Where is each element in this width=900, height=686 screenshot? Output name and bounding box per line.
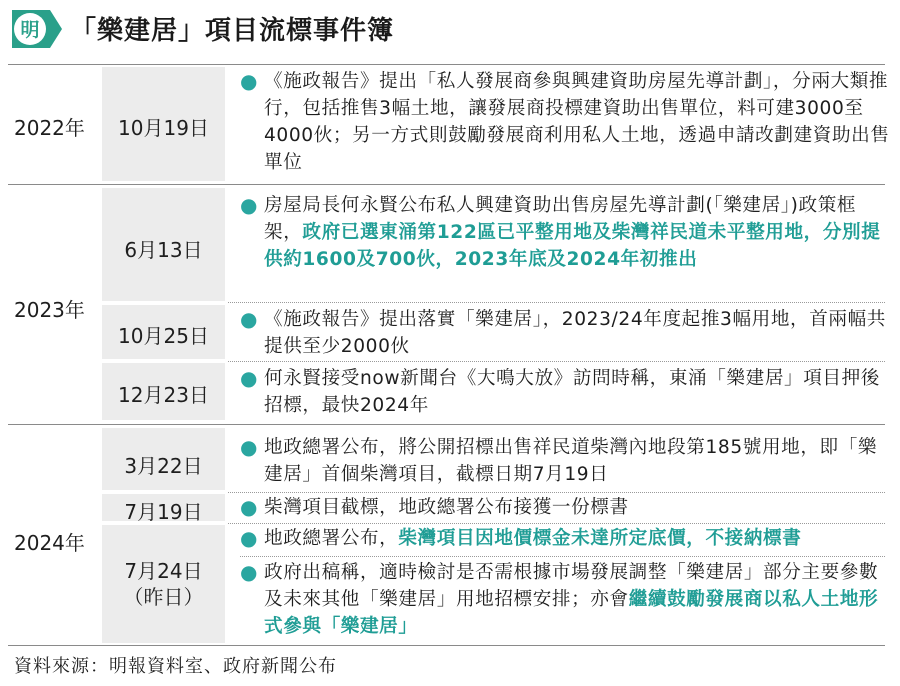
ming-pao-logo [6, 6, 64, 56]
event-text-part: 政府出稿稱，適時檢討是否需根據市場發展調整「樂建居」部分主要參數及未來其他「樂建居」用地招標安排；亦會 [264, 562, 879, 610]
table-bottom-rule [8, 645, 885, 646]
header [0, 0, 900, 64]
event-item [240, 494, 890, 521]
year-label-2024: 2024年 [14, 531, 85, 555]
event-item [240, 559, 890, 640]
event-item [240, 192, 890, 273]
event-text [264, 494, 890, 521]
date-label: 10月19日 [118, 116, 209, 140]
event-text [264, 559, 890, 640]
event-item [240, 434, 890, 488]
logo-char: 明 [20, 19, 40, 41]
year-label-2022: 2022年 [14, 116, 85, 140]
event-item [240, 525, 890, 552]
year-divider [8, 184, 885, 185]
bullet-icon: ● [240, 307, 259, 331]
date-label: 10月25日 [118, 324, 209, 348]
event-text-part: 地政總署公布，將公開招標出售祥民道柴灣內地段第185號用地，即「樂建居」首個柴灣項目，截標日期7月19日 [264, 437, 878, 485]
bullet-icon: ● [240, 69, 259, 93]
bullet-icon: ● [240, 560, 259, 584]
event-item [240, 365, 890, 419]
event-text [264, 434, 890, 488]
bullet-icon: ● [240, 193, 259, 217]
year-divider [8, 424, 885, 425]
entry-divider [228, 302, 885, 303]
event-text-highlight: 繼續鼓勵發展商以私人土地形式參與「樂建居」 [264, 589, 879, 637]
year-label-2023: 2023年 [14, 298, 85, 322]
page-title: 「樂建居」項目流標事件簿 [70, 16, 395, 46]
event-text-highlight: 柴灣項目因地價標金未達所定底價，不接納標書 [398, 528, 802, 549]
event-text-part: 地政總署公布， [264, 528, 399, 549]
bullet-icon: ● [240, 366, 259, 390]
entry-divider [228, 523, 885, 524]
event-text [264, 192, 890, 273]
date-label: 6月13日 [124, 238, 203, 262]
source-note: 資料來源：明報資料室、政府新聞公布 [14, 656, 337, 677]
date-label: 7月19日 [124, 500, 203, 524]
event-text-part: 何永賢接受now新聞台《大鳴大放》訪問時稱，東涌「樂建居」項目押後招標，最快2024年 [264, 368, 880, 416]
date-label: 3月22日 [124, 454, 203, 478]
entry-divider [240, 556, 885, 557]
entry-divider [228, 361, 885, 362]
event-text [264, 365, 890, 419]
event-text [264, 68, 890, 176]
bullet-icon: ● [240, 495, 259, 519]
table-top-rule [8, 64, 885, 65]
date-label: 12月23日 [118, 383, 209, 407]
event-text-part: 房屋局長何永賢公布私人興建資助出售房屋先導計劃(「樂建居」)政策框架， [264, 195, 857, 243]
bullet-icon: ● [240, 435, 259, 459]
event-text-part: 《施政報告》提出落實「樂建居」，2023/24年度起推3幅用地，首兩幅共提供至少2000伙 [264, 309, 886, 357]
event-item [240, 306, 890, 360]
entry-divider [228, 492, 885, 493]
event-text-part: 柴灣項目截標，地政總署公布接獲一份標書 [264, 497, 629, 518]
bullet-icon: ● [240, 526, 259, 550]
date-label: 7月24日 （昨日） [123, 559, 204, 609]
event-text [264, 306, 890, 360]
event-text-part: 《施政報告》提出「私人發展商參與興建資助房屋先導計劃」，分兩大類推行，包括推售3幅土地，讓發展商投標建資助出售單位，料可建3000至4000伙；另一方式則鼓勵發展商利用私人土地，透過申請改劃建資助出售單位 [264, 71, 890, 173]
event-item [240, 68, 890, 176]
event-text [264, 525, 890, 552]
event-text-highlight: 政府已選東涌第122區已平整用地及柴灣祥民道未平整用地，分別提供約1600及700伙，2023年底及2024年初推出 [264, 222, 881, 270]
